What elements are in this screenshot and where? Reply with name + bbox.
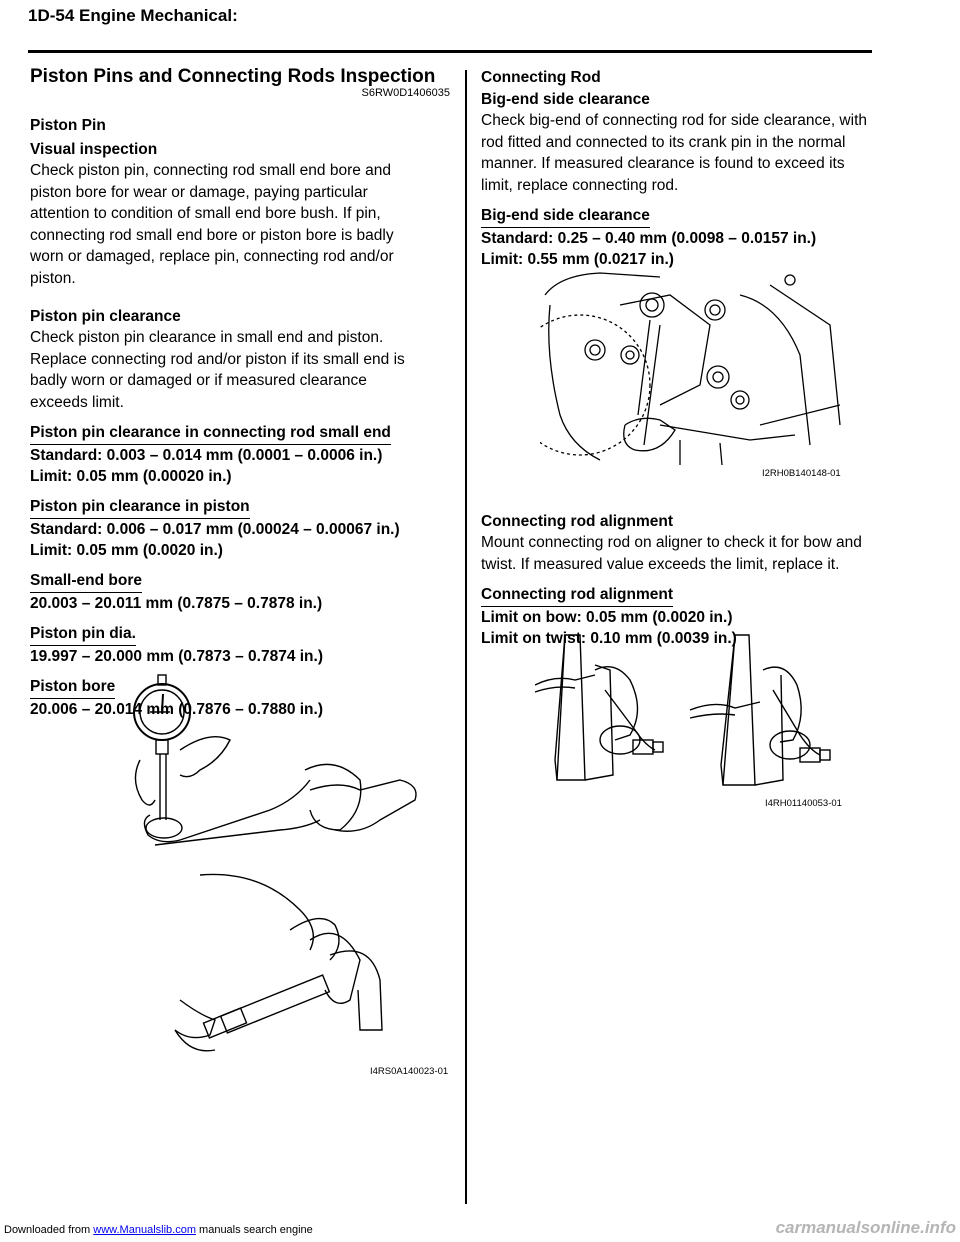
page-footer bbox=[0, 1218, 960, 1242]
figure-id: I2RH0B140148-01 bbox=[762, 468, 841, 479]
spec-heading: Piston pin clearance in piston bbox=[30, 497, 250, 519]
bigend-clearance-figure bbox=[540, 265, 870, 485]
alignment-heading: Connecting rod alignment bbox=[481, 513, 674, 530]
pin-measurement-figure bbox=[120, 670, 450, 1080]
text-line: limit, replace connecting rod. bbox=[481, 176, 679, 194]
figure-id: I4RH01140053-01 bbox=[765, 798, 842, 809]
text-line: worn or damaged, replace pin, connecting rod and/or bbox=[30, 248, 394, 265]
watermark: carmanualsonline.info bbox=[775, 1218, 956, 1237]
text-line: connecting rod small end bore or piston bore is badly bbox=[30, 226, 394, 244]
spec-value: Limit on bow: 0.05 mm (0.0020 in.) bbox=[481, 609, 733, 626]
dial-gauge-and-micrometer-illustration bbox=[120, 670, 450, 1080]
spec-heading: Connecting rod alignment bbox=[481, 585, 673, 607]
visual-inspection-text bbox=[30, 160, 450, 289]
alignment-text bbox=[481, 532, 876, 575]
bigend-heading: Big-end side clearance bbox=[481, 91, 650, 108]
manualslib-link[interactable]: www.Manualslib.com bbox=[93, 1224, 196, 1236]
visual-inspection-heading: Visual inspection bbox=[30, 141, 158, 158]
text-line: manner. If measured clearance is found to exceed its bbox=[481, 155, 845, 172]
spec-value: Limit: 0.05 mm (0.0020 in.) bbox=[30, 542, 223, 559]
spec-heading: Big-end side clearance bbox=[481, 206, 650, 228]
pin-clearance-text bbox=[30, 327, 450, 413]
spec-heading: Piston pin dia. bbox=[30, 624, 136, 646]
section-title-block bbox=[30, 66, 450, 110]
bigend-text bbox=[481, 110, 876, 196]
page-header-title: 1D-54 Engine Mechanical: bbox=[28, 6, 238, 25]
engine-feeler-gauge-illustration bbox=[540, 265, 870, 475]
spec-value: Standard: 0.006 – 0.017 mm (0.00024 – 0.00067 in.) bbox=[30, 521, 400, 538]
spec-heading: Piston pin clearance in connecting rod small end bbox=[30, 423, 391, 445]
footer-prefix: Downloaded from bbox=[4, 1224, 94, 1236]
spec-value: Standard: 0.25 – 0.40 mm (0.0098 – 0.0157 in.) bbox=[481, 230, 817, 247]
pin-clearance-heading: Piston pin clearance bbox=[30, 308, 181, 325]
column-divider bbox=[465, 70, 467, 1204]
text-line: Mount connecting rod on aligner to check it for bow and bbox=[481, 534, 862, 551]
text-line: Check piston pin, connecting rod small end bore and bbox=[30, 162, 392, 179]
spec-heading: Piston bore bbox=[30, 677, 115, 699]
spec-value: 19.997 – 20.000 mm (0.7873 – 0.7874 in.) bbox=[30, 648, 323, 665]
spec-heading: Small-end bore bbox=[30, 571, 142, 593]
footer-suffix: manuals search engine bbox=[195, 1224, 313, 1236]
spec-value: 20.003 – 20.011 mm (0.7875 – 0.7878 in.) bbox=[30, 595, 323, 612]
text-line: badly worn or damaged or if measured clearance bbox=[30, 372, 367, 389]
text-line: Replace connecting rod and/or piston if its small end is bbox=[30, 350, 405, 368]
section-code: S6RW0D1406035 bbox=[361, 87, 450, 99]
header-rule bbox=[28, 50, 872, 53]
text-line: exceeds limit. bbox=[30, 393, 124, 411]
text-line: Check big-end of connecting rod for side clearance, with bbox=[481, 112, 867, 129]
rod-aligner-illustration bbox=[535, 630, 870, 800]
piston-pin-heading: Piston Pin bbox=[30, 117, 106, 134]
text-line: twist. If measured value exceeds the limit, replace it. bbox=[481, 555, 840, 573]
connecting-rod-heading: Connecting Rod bbox=[481, 69, 601, 86]
section-title: Piston Pins and Connecting Rods Inspection bbox=[30, 66, 436, 87]
spec-value: Limit on twist: 0.10 mm (0.0039 in.) bbox=[481, 630, 737, 647]
left-column bbox=[30, 66, 450, 720]
spec-value: Limit: 0.05 mm (0.00020 in.) bbox=[30, 468, 232, 485]
text-line: attention to condition of small end bore bush. If pin, bbox=[30, 205, 381, 222]
text-line: piston. bbox=[30, 269, 76, 287]
figure-id: I4RS0A140023-01 bbox=[370, 1066, 449, 1077]
download-credit bbox=[4, 1224, 313, 1236]
text-line: rod fitted and connected to its crank pin in the normal bbox=[481, 133, 846, 151]
alignment-figure bbox=[535, 630, 870, 810]
text-line: Check piston pin clearance in small end and piston. bbox=[30, 329, 384, 346]
page-header bbox=[28, 4, 872, 52]
text-line: piston bore for wear or damage, paying particular bbox=[30, 183, 368, 201]
spec-value: 20.006 – 20.014 mm (0.7876 – 0.7880 in.) bbox=[30, 701, 323, 718]
spec-value: Limit: 0.55 mm (0.0217 in.) bbox=[481, 251, 674, 268]
spec-value: Standard: 0.003 – 0.014 mm (0.0001 – 0.0006 in.) bbox=[30, 447, 383, 464]
